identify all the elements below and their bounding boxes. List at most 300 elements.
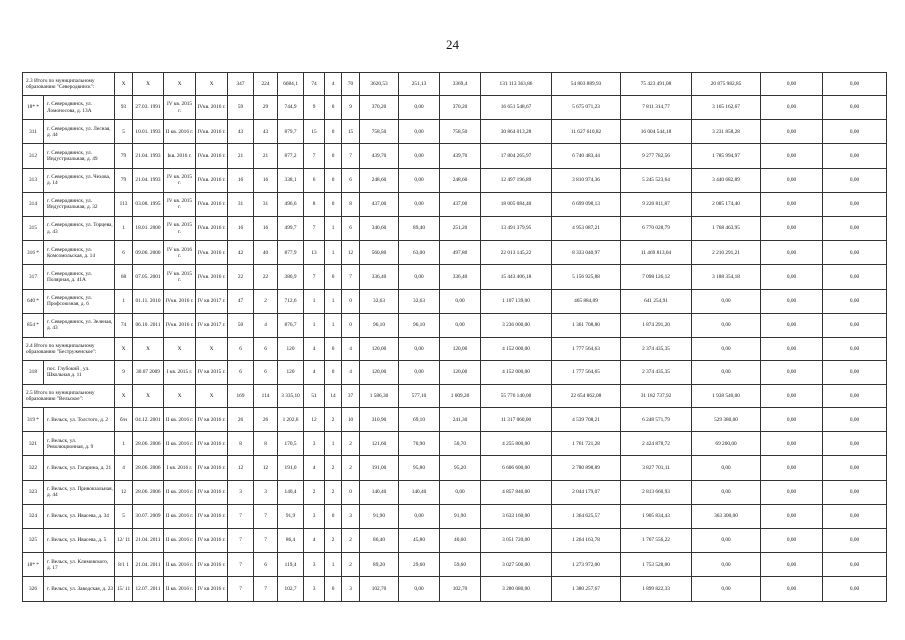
table-cell: 04.12. 2001 [133, 408, 164, 432]
address-cell: г. Вельск, ул. Гагарина, д. 21 [44, 456, 115, 480]
table-cell: 140,4 [278, 480, 304, 504]
table-cell: 6 [342, 168, 360, 192]
table-cell: 0,00 [823, 192, 887, 216]
table-cell: 0 [342, 289, 360, 313]
table-cell: 22 [228, 265, 254, 289]
table-cell: 0,00 [399, 577, 440, 601]
table-cell: 28.06. 2006 [133, 432, 164, 456]
table-cell: 0,00 [761, 456, 823, 480]
table-cell: 3 827 701,11 [621, 456, 692, 480]
table-cell: 113 [115, 192, 133, 216]
table-cell: 0,00 [761, 265, 823, 289]
table-cell: 465 884,09 [552, 289, 621, 313]
table-cell: 89,40 [399, 216, 440, 240]
table-cell: 758,50 [440, 120, 481, 144]
table-cell: IV кв 2017 г. [196, 313, 228, 337]
table-cell: 1 [115, 432, 133, 456]
table-cell: X [133, 385, 164, 408]
table-cell: 28.06. 2006 [133, 480, 164, 504]
table-cell: 120 [278, 337, 304, 360]
table-cell: 7 [254, 504, 278, 528]
table-row [23, 120, 887, 144]
table-cell: 0,00 [823, 360, 887, 384]
table-cell: 37 [342, 385, 360, 408]
table-cell: 3 [304, 577, 325, 601]
table-cell: 1 767 556,22 [621, 529, 692, 553]
table-cell: 9 [115, 360, 133, 384]
table-cell: 68 [115, 265, 133, 289]
table-cell: 32,63 [360, 289, 399, 313]
table-cell: 2 374 435,35 [621, 337, 692, 360]
table-row [23, 241, 887, 265]
table-row [23, 360, 887, 384]
row-number-cell: 317 [23, 265, 44, 289]
table-cell: 13 [304, 241, 325, 265]
table-cell: 0,00 [761, 216, 823, 240]
table-cell: 5 675 071,23 [552, 96, 621, 120]
table-cell: IV кв. 2015 г. [164, 96, 196, 120]
table-cell: 0,00 [692, 480, 761, 504]
table-cell: 0 [325, 96, 342, 120]
table-cell: 7 [254, 577, 278, 601]
table-cell: 7 [304, 216, 325, 240]
table-cell: 0,00 [399, 360, 440, 384]
table-cell: 12 [342, 241, 360, 265]
table-row [23, 553, 887, 577]
table-cell: 2 [304, 480, 325, 504]
table-cell: 3 440 682,89 [692, 168, 761, 192]
table-cell: 6 [254, 553, 278, 577]
table-cell: 0,00 [823, 73, 887, 96]
table-cell: 43 [228, 120, 254, 144]
table-cell: 50,70 [440, 432, 481, 456]
table-cell: IV кв 2016 г. [196, 504, 228, 528]
table-cell: 18.01. 2000 [133, 216, 164, 240]
table-cell: 63,00 [399, 241, 440, 265]
table-row [23, 168, 887, 192]
table-cell: 191,0 [278, 456, 304, 480]
table-cell: 3 [304, 504, 325, 528]
table-cell: 7 [254, 529, 278, 553]
table-cell: 4 [325, 73, 342, 96]
table-cell: 21 [254, 144, 278, 168]
table-cell: 758,50 [360, 120, 399, 144]
table-cell: 15 [342, 120, 360, 144]
table-cell: 1 899 822,33 [621, 577, 692, 601]
table-cell: 2 [325, 480, 342, 504]
table-cell: II кв. 2016 г. [164, 504, 196, 528]
table-cell: 3 810 974,36 [552, 168, 621, 192]
table-cell: 95,80 [399, 456, 440, 480]
table-cell: 96,10 [360, 313, 399, 337]
table-cell: 3 [342, 504, 360, 528]
table-cell: IVкв. 2016 г. [196, 216, 228, 240]
table-cell: 0,00 [440, 289, 481, 313]
table-cell: 15/ 11 [115, 577, 133, 601]
row-number-cell: 640 * [23, 289, 44, 313]
table-cell: 3 280 080,00 [481, 577, 552, 601]
table-cell: 3 335,10 [278, 385, 304, 408]
address-cell: г. Северодвинск, ул. Полярная, д. 41А [44, 265, 115, 289]
table-cell: 0,00 [823, 456, 887, 480]
table-cell: 1 [304, 289, 325, 313]
table-cell: 1 [325, 432, 342, 456]
table-cell: 0 [325, 360, 342, 384]
table-cell: 6 [115, 241, 133, 265]
table-cell: 6 [228, 337, 254, 360]
table-cell: 0,00 [761, 360, 823, 384]
table-cell: 0,00 [761, 385, 823, 408]
table-cell: 310,90 [360, 408, 399, 432]
table-cell: 169 [228, 385, 254, 408]
table-cell: 16 004 544,18 [621, 120, 692, 144]
table-cell: IV кв 2016 г. [196, 553, 228, 577]
table-cell: 0,00 [399, 96, 440, 120]
table-cell: IVкв. 2016 г. [164, 289, 196, 313]
table-cell: 0,00 [823, 144, 887, 168]
table-cell: 363 300,00 [692, 504, 761, 528]
table-cell: 12 497 196,89 [481, 168, 552, 192]
subtotal-label-cell: 2.3 Итого по муниципальному образованию "Северодвинск": [23, 73, 115, 96]
table-row [23, 144, 887, 168]
subtotal-row [23, 385, 887, 408]
table-cell: 93 [115, 96, 133, 120]
table-cell: 3 027 500,00 [481, 553, 552, 577]
table-cell: 5 156 925,88 [552, 265, 621, 289]
table-cell: 744,9 [278, 96, 304, 120]
table-row [23, 96, 887, 120]
table-cell: 4 [254, 313, 278, 337]
table-cell: 22 013 145,22 [481, 241, 552, 265]
table-cell: 0,00 [399, 168, 440, 192]
table-cell: IV кв. 2016 г. [164, 241, 196, 265]
table-cell: 1 009,20 [440, 385, 481, 408]
table-cell: 0,00 [761, 96, 823, 120]
table-cell: 0,00 [823, 289, 887, 313]
table-cell: 0,00 [692, 337, 761, 360]
table-body [23, 73, 887, 602]
table-cell: 120,00 [360, 360, 399, 384]
table-cell: 6 740 483,44 [552, 144, 621, 168]
table-cell: 3 236 000,00 [481, 313, 552, 337]
table-cell: 102,7 [278, 577, 304, 601]
table-row [23, 265, 887, 289]
table-cell: 30 864 013,28 [481, 120, 552, 144]
table-cell: 17 804 265,97 [481, 144, 552, 168]
table-cell: 21 [228, 144, 254, 168]
table-cell: 4 [342, 360, 360, 384]
table-cell: 01.11. 2010 [133, 289, 164, 313]
table-cell: 0,00 [692, 289, 761, 313]
table-cell: 577,10 [399, 385, 440, 408]
table-cell: 95,20 [440, 456, 481, 480]
table-cell: IVкв. 2016 г. [196, 144, 228, 168]
table-cell: 1 380 257,67 [552, 577, 621, 601]
table-row [23, 529, 887, 553]
table-cell: 11 627 610,82 [552, 120, 621, 144]
table-cell: 4 [304, 360, 325, 384]
table-cell: 0,00 [761, 408, 823, 432]
table-cell: 4 [304, 337, 325, 360]
table-cell: 2 [254, 289, 278, 313]
table-cell: 2 813 660,93 [621, 480, 692, 504]
address-cell: г. Вельск, ул. Толстого, д. 2 [44, 408, 115, 432]
table-cell: 439,70 [360, 144, 399, 168]
table-cell: 16 [228, 168, 254, 192]
table-cell: 248,60 [360, 168, 399, 192]
table-cell: 8 [254, 432, 278, 456]
table-cell: 0,00 [761, 504, 823, 528]
table-cell: 16 [254, 168, 278, 192]
table-cell: I кв. 2016 г. [164, 456, 196, 480]
table-cell: 0,00 [761, 432, 823, 456]
table-cell: 120,00 [360, 337, 399, 360]
table-cell: 497,80 [440, 241, 481, 265]
table-cell: 6 606 600,00 [481, 456, 552, 480]
table-cell: 13 491 379,95 [481, 216, 552, 240]
table-cell: 0 [325, 265, 342, 289]
table-cell: 2 044 179,07 [552, 480, 621, 504]
table-cell: 1 361 708,80 [552, 313, 621, 337]
table-cell: II кв. 2016 г. [164, 408, 196, 432]
table-cell: 437,00 [440, 192, 481, 216]
row-number-cell: 18* * [23, 96, 44, 120]
table-cell: II кв. 2016 г. [164, 432, 196, 456]
table-cell: 560,80 [360, 241, 399, 265]
table-cell: 0,00 [440, 313, 481, 337]
table-cell: 0,00 [823, 385, 887, 408]
table-cell: 75 423 491,08 [621, 73, 692, 96]
table-cell: 79 [115, 168, 133, 192]
table-cell: 338,1 [278, 168, 304, 192]
row-number-cell: 314 [23, 192, 44, 216]
table-cell: 11 469 813,04 [621, 241, 692, 265]
table-cell: 0,00 [440, 480, 481, 504]
table-cell: X [196, 385, 228, 408]
table-cell: 191,00 [360, 456, 399, 480]
table-cell: 3 165 162,67 [692, 96, 761, 120]
table-cell: II кв. 2016 г. [164, 529, 196, 553]
table-cell: 3 231 858,28 [692, 120, 761, 144]
table-cell: 120,00 [440, 360, 481, 384]
table-cell: 22 [254, 265, 278, 289]
table-cell: 1 [115, 216, 133, 240]
table-cell: 7 098 126,12 [621, 265, 692, 289]
table-cell: 74 [115, 313, 133, 337]
table-cell: 120 [278, 360, 304, 384]
table-cell: 7 [228, 553, 254, 577]
table-cell: 3 051 720,00 [481, 529, 552, 553]
table-cell: IVкв. 2016 г. [196, 265, 228, 289]
table-cell: 5 [115, 120, 133, 144]
table-cell: 248,60 [440, 168, 481, 192]
table-cell: 06.10. 2011 [133, 313, 164, 337]
table-cell: X [115, 73, 133, 96]
table-cell: 1 273 972,00 [552, 553, 621, 577]
table-cell: 380,9 [278, 265, 304, 289]
table-cell: 0 [325, 168, 342, 192]
table-cell: 876,7 [278, 313, 304, 337]
table-cell: 0,00 [761, 577, 823, 601]
table-cell: 21.04. 1993 [133, 144, 164, 168]
table-cell: X [115, 337, 133, 360]
table-cell: 224 [254, 73, 278, 96]
table-cell: 0,00 [692, 553, 761, 577]
table-cell: 0,00 [823, 96, 887, 120]
table-cell: 0,00 [761, 168, 823, 192]
table-cell: 1 [325, 553, 342, 577]
table-cell: 14 [325, 385, 342, 408]
table-cell: 43 [254, 120, 278, 144]
table-cell: 0,00 [761, 553, 823, 577]
table-cell: 0 [325, 504, 342, 528]
table-cell: II кв. 2016 г. [164, 577, 196, 601]
table-cell: 1 [115, 289, 133, 313]
table-cell: IV кв 2016 г. [196, 529, 228, 553]
row-number-cell: 323 [23, 480, 44, 504]
address-cell: г. Северодвинск, ул. Индустриальная, д. 32 [44, 192, 115, 216]
table-cell: 12 [254, 456, 278, 480]
table-cell: 1 [325, 313, 342, 337]
table-cell: 1 938 540,00 [692, 385, 761, 408]
table-cell: 3 [304, 553, 325, 577]
table-cell: 79 [115, 144, 133, 168]
table-cell: 1 761 721,28 [552, 432, 621, 456]
table-cell: 45,80 [399, 529, 440, 553]
row-number-cell: 854 * [23, 313, 44, 337]
table-cell: IV кв 2015 г. [196, 360, 228, 384]
table-cell: 121,60 [360, 432, 399, 456]
row-number-cell: 319 * [23, 408, 44, 432]
table-cell: 119,4 [278, 553, 304, 577]
table-cell: IVкв. 2016 г. [164, 313, 196, 337]
table-cell: 0,00 [761, 480, 823, 504]
table-cell: 16 [228, 216, 254, 240]
table-cell: X [164, 73, 196, 96]
table-cell: IV кв 2016 г. [196, 408, 228, 432]
table-cell: 70,90 [399, 432, 440, 456]
housing-program-table [22, 72, 887, 602]
table-cell: X [164, 385, 196, 408]
table-cell: 07.05. 2001 [133, 265, 164, 289]
table-cell: 0,00 [761, 192, 823, 216]
table-cell: 2 [325, 408, 342, 432]
table-cell: 2 085 174,40 [692, 192, 761, 216]
table-cell: 437,00 [360, 192, 399, 216]
table-cell: 70 [342, 73, 360, 96]
table-cell: 6 770 028,79 [621, 216, 692, 240]
table-cell: 1 [304, 313, 325, 337]
table-row [23, 289, 887, 313]
table-cell: 1 264 163,78 [552, 529, 621, 553]
table-cell: 0,00 [823, 313, 887, 337]
table-cell: 0,00 [823, 408, 887, 432]
table-cell: 3 [304, 432, 325, 456]
subtotal-label-cell: 2.5 Итого по муниципальному образованию "Вельское": [23, 385, 115, 408]
table-cell: 10.01. 1993 [133, 120, 164, 144]
table-cell: 8 [228, 432, 254, 456]
row-number-cell: 325 [23, 529, 44, 553]
table-cell: 7 [228, 529, 254, 553]
row-number-cell: 316 * [23, 241, 44, 265]
table-cell: 0,00 [823, 337, 887, 360]
table-cell: 499,7 [278, 216, 304, 240]
row-number-cell: 318 [23, 360, 44, 384]
table-cell: 31 [254, 192, 278, 216]
table-cell: 1 785 994,97 [692, 144, 761, 168]
table-cell: 0,00 [823, 577, 887, 601]
table-cell: 18 005 084,40 [481, 192, 552, 216]
table-cell: IV кв 2017 г. [196, 289, 228, 313]
table-cell: 1 753 528,00 [621, 553, 692, 577]
row-number-cell: 311 [23, 120, 44, 144]
table-cell: 0 [325, 120, 342, 144]
table-cell: 8 333 040,97 [552, 241, 621, 265]
table-cell: 2 [342, 456, 360, 480]
table-cell: 8 [304, 192, 325, 216]
table-cell: IVкв. 2016 г. [196, 96, 228, 120]
table-row [23, 456, 887, 480]
table-cell: I кв. 2015 г. [164, 360, 196, 384]
address-cell: г. Северодвинск, ул. Комсомольская, д. 14 [44, 241, 115, 265]
table-cell: 0 [325, 192, 342, 216]
table-cell: 4 953 087,21 [552, 216, 621, 240]
table-cell: 439,70 [440, 144, 481, 168]
table-cell: 3 [228, 480, 254, 504]
table-cell: 69,10 [399, 408, 440, 432]
table-cell: 91,90 [440, 504, 481, 528]
table-cell: 496,6 [278, 192, 304, 216]
table-cell: IV кв 2016 г. [196, 480, 228, 504]
table-cell: 0,00 [399, 265, 440, 289]
address-cell: г. Вельск, ул. Ивасева, д. 34 [44, 504, 115, 528]
table-cell: 16 651 548,67 [481, 96, 552, 120]
table-cell: 3 188 354,18 [692, 265, 761, 289]
table-cell: 22 654 862,08 [552, 385, 621, 408]
table-cell: 131 113 363,86 [481, 73, 552, 96]
address-cell: г. Северодвинск, ул. Чехова, д. 14 [44, 168, 115, 192]
row-number-cell: 18* * [23, 553, 44, 577]
table-cell: 3 633 160,00 [481, 504, 552, 528]
table-cell: 6 [254, 337, 278, 360]
table-row [23, 408, 887, 432]
row-number-cell: 322 [23, 456, 44, 480]
table-cell: 7 [304, 144, 325, 168]
table-cell: 0 [325, 144, 342, 168]
table-cell: 15 443 406,18 [481, 265, 552, 289]
address-cell: пос. Глубокий , ул. Школьная д. 11 [44, 360, 115, 384]
table-cell: 8 [342, 192, 360, 216]
table-cell: 2 424 878,72 [621, 432, 692, 456]
address-cell: г. Северодвинск, ул. Торцева, д. 43 [44, 216, 115, 240]
table-row [23, 192, 887, 216]
table-cell: X [115, 385, 133, 408]
table-cell: 3369,4 [440, 73, 481, 96]
table-cell: 40 [254, 241, 278, 265]
table-cell: X [164, 337, 196, 360]
table-cell: 6 [342, 216, 360, 240]
table-cell: 1 107 139,00 [481, 289, 552, 313]
table-cell: 877,2 [278, 144, 304, 168]
table-cell: 0 [342, 313, 360, 337]
table-cell: 96,10 [399, 313, 440, 337]
table-cell: IV кв. 2015 г. [164, 168, 196, 192]
table-cell: 5 245 523,64 [621, 168, 692, 192]
table-cell: 0,00 [761, 313, 823, 337]
table-cell: 0,00 [399, 144, 440, 168]
table-cell: IVкв. 2016 г. [196, 168, 228, 192]
table-cell: IV кв. 2015 г. [164, 265, 196, 289]
